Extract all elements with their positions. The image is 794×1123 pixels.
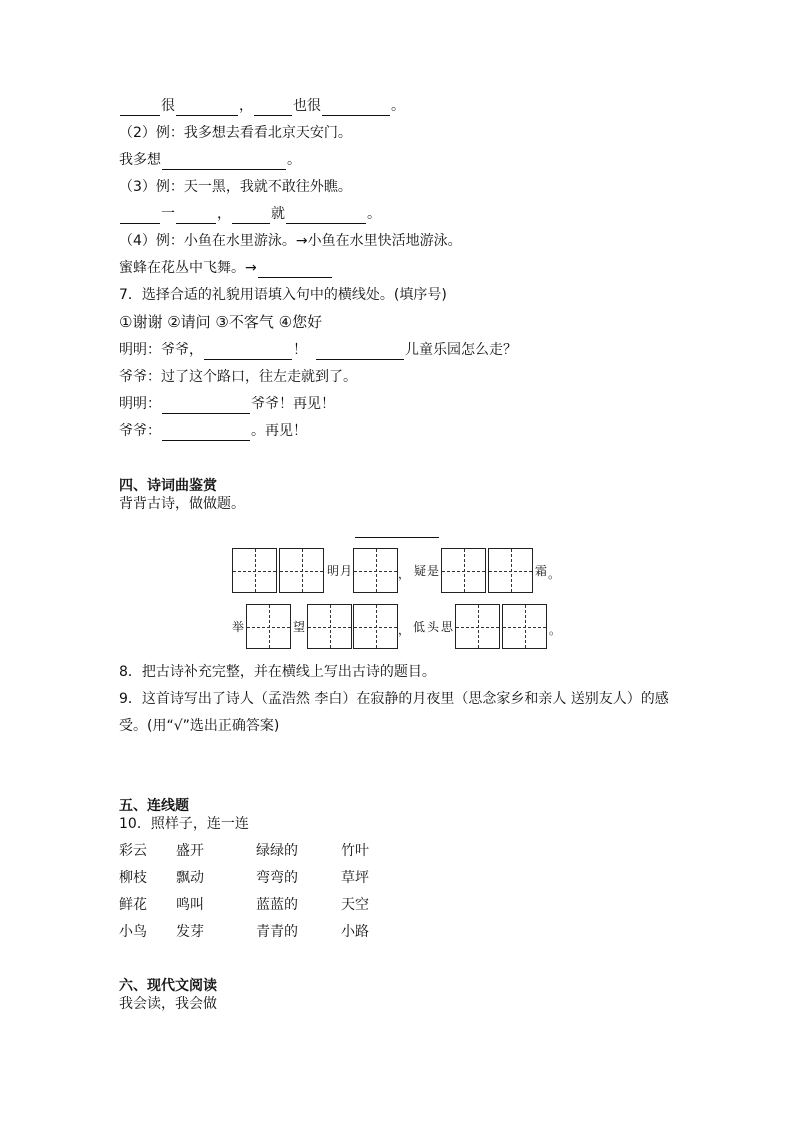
section-4-title: 四、诗词曲鉴赏: [119, 478, 217, 494]
fill-text: 就: [271, 206, 285, 222]
dialog-line-2: 爷爷：过了这个路口，往左走就到了。: [119, 369, 357, 385]
poem-punct: 。: [548, 567, 561, 581]
poem-char-box[interactable]: [246, 604, 291, 649]
poem-char: 举: [232, 620, 245, 634]
poem-char: 头: [427, 620, 440, 634]
fill-line-2: [119, 150, 301, 170]
fill-line-1: [119, 96, 405, 116]
blank[interactable]: [176, 100, 238, 116]
dialog-text: ！: [293, 342, 307, 358]
match-word[interactable]: 飘动: [176, 870, 204, 886]
blank[interactable]: [286, 208, 366, 224]
blank[interactable]: [232, 208, 270, 224]
dialog-text: 明明：爷爷，: [119, 342, 203, 358]
blank[interactable]: [162, 398, 250, 414]
poem-char-box[interactable]: [232, 548, 277, 593]
poem-char-box[interactable]: [502, 604, 547, 649]
poem-title-blank[interactable]: [355, 537, 439, 538]
section-5-title: 五、连线题: [119, 798, 189, 814]
fill-text: ，: [239, 98, 253, 114]
poem-char-box[interactable]: [455, 604, 500, 649]
section-6-instruction: 我会读，我会做: [119, 996, 217, 1012]
poem-char-box[interactable]: [488, 548, 533, 593]
blank[interactable]: [316, 344, 404, 360]
question-9-line-2: 受。(用“√”选出正确答案): [119, 718, 280, 734]
fill-text: 一: [161, 206, 175, 222]
question-7: 7．选择合适的礼貌用语填入句中的横线处。(填序号): [119, 287, 447, 303]
fill-line-3: [119, 204, 381, 224]
poem-char-box[interactable]: [307, 604, 352, 649]
example-2: （2）例：我多想去看看北京天安门。: [119, 125, 352, 141]
poem-char: 明: [327, 564, 340, 578]
match-word[interactable]: 鲜花: [119, 897, 147, 913]
match-word[interactable]: 盛开: [176, 843, 204, 859]
fill-text: 蜜蜂在花丛中飞舞。→: [119, 260, 257, 276]
dialog-text: 明明：: [119, 396, 161, 412]
poem-char-box[interactable]: [353, 548, 398, 593]
question-7-options: ①谢谢 ②请问 ③不客气 ④您好: [119, 313, 323, 331]
match-word[interactable]: 鸣叫: [176, 897, 204, 913]
dialog-text: 爷爷！再见！: [251, 396, 335, 412]
blank[interactable]: [204, 344, 292, 360]
poem-char-box[interactable]: [441, 548, 486, 593]
blank[interactable]: [176, 208, 216, 224]
dialog-text: 爷爷：: [119, 423, 161, 439]
match-word[interactable]: 竹叶: [341, 843, 369, 859]
blank[interactable]: [322, 100, 390, 116]
fill-text: 我多想: [119, 152, 161, 168]
poem-punct: ，: [398, 567, 411, 581]
section-6-title: 六、现代文阅读: [119, 978, 217, 994]
fill-text: 也很: [293, 98, 321, 114]
match-word[interactable]: 天空: [341, 897, 369, 913]
fill-line-4: [119, 258, 333, 278]
section-4-instruction: 背背古诗，做做题。: [119, 496, 245, 512]
fill-text: 。: [287, 152, 301, 168]
fill-text: ，: [217, 206, 231, 222]
example-4: （4）例：小鱼在水里游泳。→小鱼在水里快活地游泳。: [119, 233, 462, 249]
match-word[interactable]: 蓝蓝的: [256, 897, 298, 913]
poem-char: 月: [340, 564, 353, 578]
fill-text: 。: [367, 206, 381, 222]
match-word[interactable]: 绿绿的: [256, 843, 298, 859]
dialog-line-3: [119, 394, 335, 414]
poem-char-box[interactable]: [279, 548, 324, 593]
dialog-text: 。再见！: [251, 423, 307, 439]
match-word[interactable]: 彩云: [119, 843, 147, 859]
dialog-line-4: [119, 421, 307, 441]
blank[interactable]: [120, 208, 160, 224]
fill-text: 很: [161, 98, 175, 114]
blank[interactable]: [162, 154, 286, 170]
poem-char-box[interactable]: [353, 604, 398, 649]
match-word[interactable]: 小路: [341, 924, 369, 940]
question-10: 10．照样子，连一连: [119, 816, 249, 832]
match-word[interactable]: 草坪: [341, 870, 369, 886]
match-word[interactable]: 弯弯的: [256, 870, 298, 886]
example-3: （3）例：天一黑，我就不敢往外瞧。: [119, 179, 352, 195]
match-word[interactable]: 发芽: [176, 924, 204, 940]
match-word[interactable]: 青青的: [256, 924, 298, 940]
poem-char: 是: [427, 564, 440, 578]
blank[interactable]: [258, 262, 332, 278]
poem-punct: 。: [549, 623, 562, 637]
poem-char: 思: [441, 620, 454, 634]
poem-char: 疑: [414, 564, 427, 578]
fill-text: 。: [391, 98, 405, 114]
poem-punct: ，: [398, 623, 411, 637]
blank[interactable]: [120, 100, 160, 116]
match-word[interactable]: 柳枝: [119, 870, 147, 886]
question-8: 8．把古诗补充完整，并在横线上写出古诗的题目。: [119, 664, 436, 680]
poem-char: 霜: [535, 564, 548, 578]
blank[interactable]: [162, 425, 250, 441]
poem-char: 低: [413, 620, 426, 634]
blank[interactable]: [254, 100, 292, 116]
dialog-line-1: [119, 340, 517, 360]
poem-char: 望: [293, 620, 306, 634]
dialog-text: 儿童乐园怎么走？: [405, 342, 517, 358]
match-word[interactable]: 小鸟: [119, 924, 147, 940]
question-9-line-1: 9．这首诗写出了诗人（孟浩然 李白）在寂静的月夜里（思念家乡和亲人 送别友人）的感: [119, 691, 669, 707]
